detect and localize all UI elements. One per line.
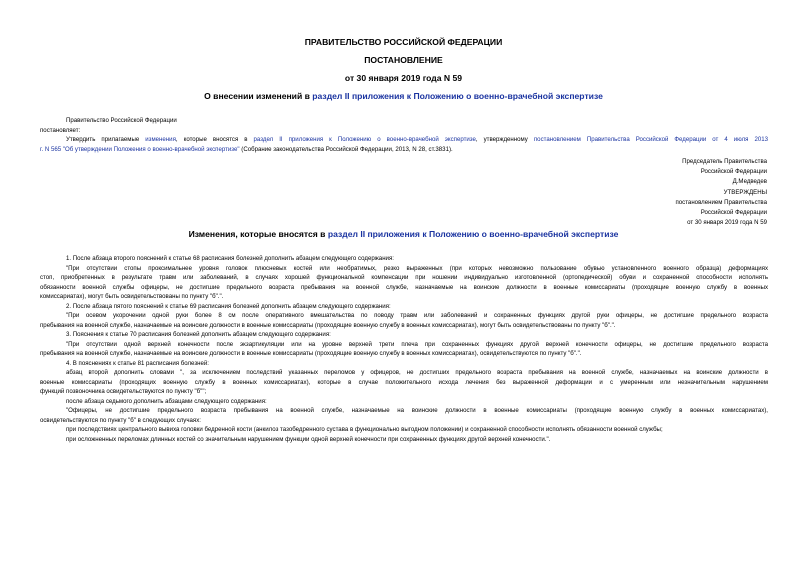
body-line: военные комиссариаты (проходящих военную службу в военных комиссариатах), которые в случае положительного исхода лечения без выраженной деформации и с умеренным или незначительным нарушением [40,378,768,386]
body-line: после абзаца седьмого дополнить абзацами следующего содержания: [66,397,267,405]
document-date-number: от 30 января 2019 года N 59 [344,73,463,83]
body-line: комиссариатах), могут быть освидетельствованы по пункту "б".". [40,293,224,300]
approve-paragraph-line-1 [66,135,768,144]
preamble-line-2: постановляет: [40,126,81,134]
government-heading: ПРАВИТЕЛЬСТВО РОССИЙСКОЙ ФЕДЕРАЦИИ [304,37,503,47]
document-type: ПОСТАНОВЛЕНИЕ [364,55,443,65]
body-line: 1. После абзаца второго пояснений к статье 68 расписания болезней дополнить абзацем следующего содержания: [66,255,394,262]
document-title [0,91,807,101]
changes-link[interactable]: изменения [145,136,176,143]
approve-text: , утвержденному [475,136,534,143]
body-line: пребывания на военной службе, назначаемые на воинские должности в военные комиссариаты (проходящие военную службу в военных комиссариатах), освидетельствуются по пункту "б".". [40,350,582,357]
resolution-link[interactable]: постановлением Правительства Российской Федерации от 4 июля 2013 [533,136,768,143]
body-line: функций позвоночника освидетельствуются по пункту "б""; [40,388,207,395]
body-line: освидетельствуются по пункту "б" в следующих случаях: [40,416,201,424]
approve-text: , которые вносятся в [175,136,254,143]
body-line: 4. В пояснениях к статье 81 расписания болезней: [66,359,209,367]
signature-line: Председатель Правительства [682,158,767,165]
body-line: 3. Пояснения к статье 70 расписания болезней дополнить абзацем следующего содержания: [66,331,331,338]
body-line: при последствиях центрального вывиха головки бедренной кости (анкилоз тазобедренного сустава в функционально выгодном положении) и сохраненной способности исполнять обязанности военной службы; [66,426,663,433]
title-link[interactable]: раздел II приложения к Положению о военно-врачебной экспертизе [312,91,603,101]
body-line: обязанности военной службы офицеры, не достигшие предельного возраста пребывания на военной службе, назначаемые на воинские должности в военные комиссариаты (проходящие военную службу в военных [40,283,768,291]
body-line: "При отсутствии стопы проксимальнее уровня головок плюсневых костей или необратимых, резко выраженных (при которых невозможно пользование обувью установленного военного образца) деформациях [66,264,768,272]
section-title-text: Изменения, которые вносятся в [188,229,328,239]
body-line: "Офицеры, не достигшие предельного возраста пребывания на военной службе, назначаемые на воинские должности в военные комиссариаты (проходящие военную службу в военных комиссариатах), [66,407,768,414]
approve-text: (Собрание законодательства Российской Федерации, 2013, N 28, ст.3831). [239,145,453,153]
signature-line: Д.Медведев [732,178,767,186]
signature-line: Российской Федерации [700,168,767,176]
preamble-line-1: Правительство Российской Федерации [66,117,177,124]
section-link[interactable]: раздел II приложения к Положению о военно-врачебной экспертизе [253,136,476,143]
body-line: при осложненных переломах длинных костей со значительным нарушением функции одной верхней конечности при сохраненных функциях другой верхней конечности.". [66,435,551,443]
body-line: стоп, приобретенных в результате травм или заболеваний, в случаях хорошей функциональной компенсации при ношении индивидуально изготовленной (ортопедической) обуви и сохраненной способности исполнять [40,274,768,281]
body-line: абзац второй дополнить словами ", за исключением последствий указанных переломов у офицеров, не достигших предельного возраста пребывания на военной службе, назначаемых на воинские должности в [66,369,768,376]
title-text: О внесении изменений в [204,91,313,101]
body-line: пребывания на военной службе, назначаемые на воинские должности в военные комиссариаты (проходящие военную службу в военных комиссариатах), могут быть освидетельствованы по пункту "б".". [40,321,616,329]
approve-text: Утвердить прилагаемые [66,136,146,143]
body-line: "При осевом укорочении одной руки более 8 см после оперативного вмешательства по поводу травм или заболеваний и сохраненных функциях другой руки офицеры, не достигшие предельного возраста [66,312,768,319]
section-title [0,229,807,239]
signature-line: от 30 января 2019 года N 59 [687,219,767,227]
body-line: "При отсутствии одной верхней конечности после экзартикуляции или на уровне верхней трети плеча при сохраненных функциях другой верхней конечности офицеры, не достигшие предельного возраста [66,340,768,348]
section-title-link[interactable]: раздел II приложения к Положению о военно-врачебной экспертизе [327,229,619,239]
signature-line: Российской Федерации [700,209,767,217]
resolution-link-continued[interactable]: г. N 565 "Об утверждении Положения о военно-врачебной экспертизе" [40,145,240,153]
signature-block [675,157,767,228]
signature-line: постановлением Правительства [675,198,767,206]
signature-line: УТВЕРЖДЕНЫ [723,188,767,196]
body-line: 2. После абзаца пятого пояснений к статье 69 расписания болезней дополнить абзацем следующего содержания: [66,302,391,310]
approve-paragraph-line-2 [40,145,453,154]
